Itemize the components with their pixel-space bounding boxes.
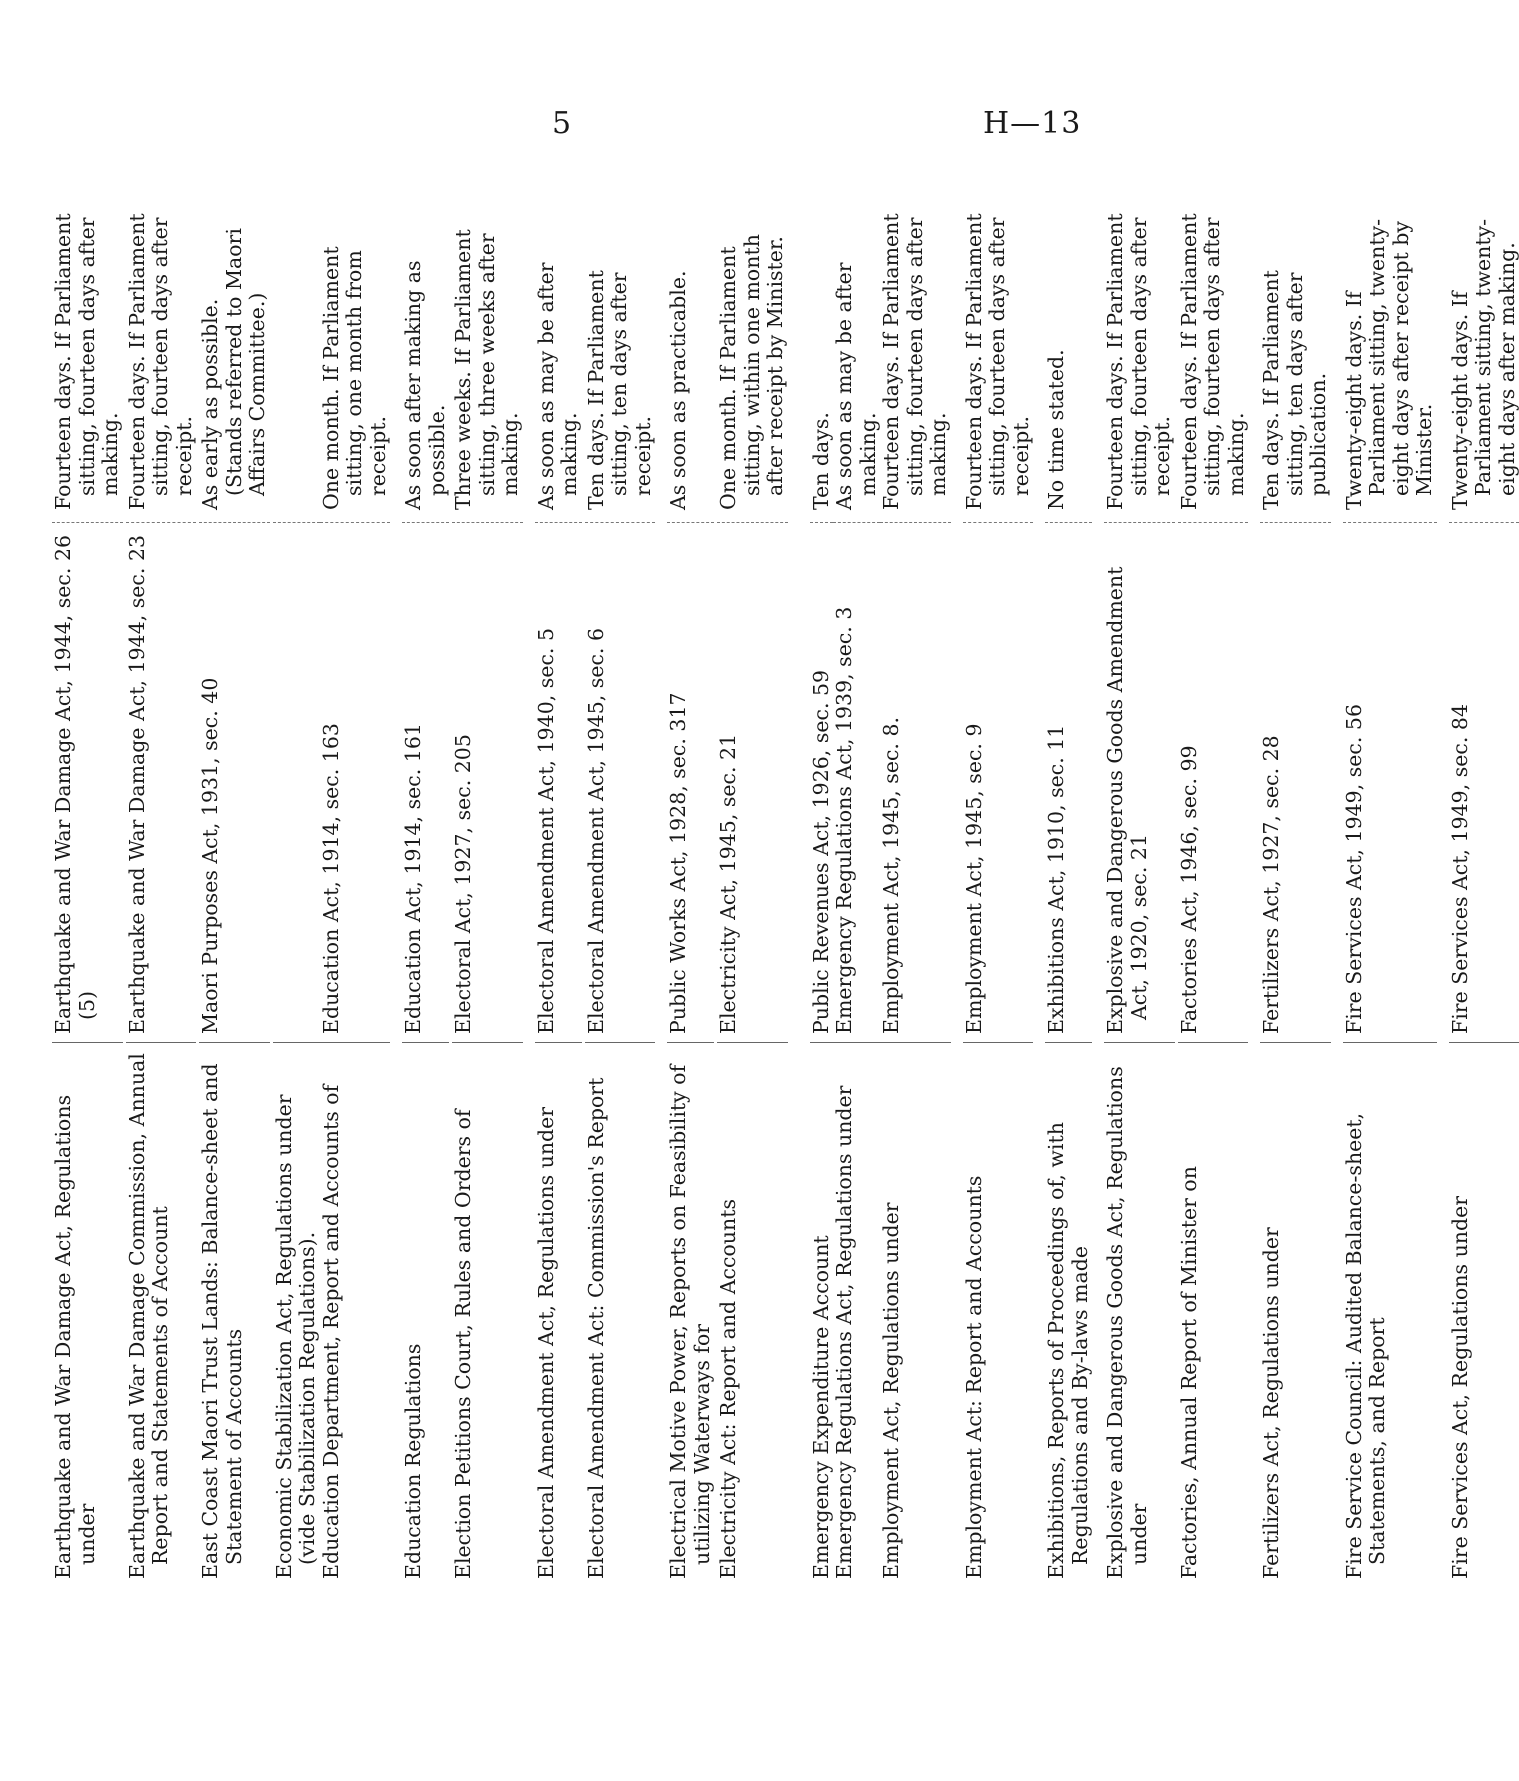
regulation-cell: Electoral Amendment Act, Regulations under bbox=[535, 1042, 582, 1587]
time-limit-cell: Twenty-eight days. If Parliament sitting, twenty-eight days after making. bbox=[1447, 218, 1519, 510]
time-limit-cell: Fourteen days. If Parliament sitting, fourteen days after making. bbox=[1176, 213, 1248, 510]
time-limit-cell: Fourteen days. If Parliament sitting, fourteen days after receipt. bbox=[124, 213, 196, 510]
time-limit-cell: Fourteen days. If Parliament sitting, fourteen days after making. bbox=[51, 213, 122, 510]
table-row bbox=[1178, 203, 1249, 1587]
regulation-cell: Explosive and Dangerous Goods Act, Regulations under bbox=[1104, 1042, 1175, 1587]
table-row bbox=[126, 203, 197, 1587]
regulation-cell: Electrical Motive Power, Reports on Feasibility of utilizing Waterways for bbox=[667, 1042, 714, 1587]
time-limit-cell bbox=[273, 203, 320, 522]
table-row bbox=[1449, 203, 1519, 1587]
regulation-cell: Emergency Expenditure Account bbox=[810, 1042, 834, 1587]
regulation-cell: Exhibitions, Reports of Proceedings of, with Regulations and By-laws made bbox=[1045, 1042, 1092, 1587]
authority-cell: Fertilizers Act, 1927, sec. 28 bbox=[1260, 522, 1331, 1042]
table-row bbox=[880, 203, 951, 1587]
table-row bbox=[273, 203, 320, 1587]
regulation-cell: Electoral Amendment Act: Commission's Report bbox=[585, 1042, 656, 1587]
regulation-cell: Education Regulations bbox=[402, 1042, 449, 1587]
table-row bbox=[1260, 203, 1331, 1587]
regulation-cell: Fire Service Council: Audited Balance-sheet, Statements, and Report bbox=[1343, 1042, 1437, 1587]
authority-cell: Maori Purposes Act, 1931, sec. 40 bbox=[199, 522, 270, 1042]
time-limit-cell: As soon as may be after making. bbox=[533, 262, 581, 510]
authority-cell: Employment Act, 1945, sec. 8. bbox=[880, 522, 951, 1042]
table-row bbox=[402, 203, 449, 1587]
time-limit-cell: Twenty-eight days. If Parliament sitting, twenty-eight days after receipt by Minister. bbox=[1341, 218, 1436, 510]
authority-cell: Factories Act, 1946, sec. 99 bbox=[1178, 522, 1249, 1042]
regulation-cell: Employment Act, Regulations under bbox=[880, 1042, 951, 1587]
page-number: 5 bbox=[552, 106, 572, 141]
table-row bbox=[320, 203, 391, 1587]
authority-cell: Education Act, 1914, sec. 163 bbox=[320, 522, 391, 1042]
table-row bbox=[199, 203, 270, 1587]
table-row bbox=[52, 203, 123, 1587]
regulations-table bbox=[51, 203, 1519, 1587]
regulation-cell: Election Petitions Court, Rules and Orders of bbox=[452, 1042, 523, 1587]
time-limit-cell: Fourteen days. If Parliament sitting, fourteen days after making. bbox=[879, 213, 950, 510]
table-row bbox=[535, 203, 582, 1587]
regulation-cell: Emergency Regulations Act, Regulations under bbox=[833, 1042, 880, 1587]
time-limit-cell: As early as possible. (Stands referred to Maori Affairs Committee.) bbox=[198, 228, 269, 510]
authority-cell: Education Act, 1914, sec. 161 bbox=[402, 522, 449, 1042]
table-row bbox=[452, 203, 523, 1587]
time-limit-cell: One month. If Parliament sitting, one month from receipt. bbox=[318, 246, 390, 510]
authority-cell: Electoral Amendment Act, 1945, sec. 6 bbox=[585, 522, 656, 1042]
regulation-cell: Education Department, Report and Accounts of bbox=[320, 1042, 391, 1587]
regulation-cell: Earthquake and War Damage Commission, Annual Report and Statements of Account bbox=[126, 1042, 197, 1587]
table-row bbox=[963, 203, 1034, 1587]
regulation-cell: Fertilizers Act, Regulations under bbox=[1260, 1042, 1331, 1587]
time-limit-cell: Ten days. If Parliament sitting, ten days after publication. bbox=[1259, 270, 1330, 510]
regulation-cell: Employment Act: Report and Accounts bbox=[963, 1042, 1034, 1587]
regulation-cell: Electricity Act: Report and Accounts bbox=[717, 1042, 788, 1587]
regulation-cell: Fire Services Act, Regulations under bbox=[1449, 1042, 1519, 1587]
time-limit-cell: Ten days. bbox=[808, 412, 833, 510]
authority-cell: Earthquake and War Damage Act, 1944, sec. 23 bbox=[126, 522, 197, 1042]
regulation-cell: East Coast Maori Trust Lands: Balance-sheet and Statement of Accounts bbox=[199, 1042, 270, 1587]
regulation-cell: Economic Stabilization Act, Regulations under (vide Stabilization Regulations). bbox=[273, 1042, 320, 1587]
table-row bbox=[1045, 203, 1092, 1587]
regulation-cell: Factories, Annual Report of Minister on bbox=[1178, 1042, 1249, 1587]
time-limit-cell: Fourteen days. If Parliament sitting, fourteen days after receipt. bbox=[1103, 213, 1174, 510]
table-row bbox=[1104, 203, 1175, 1587]
table-row bbox=[810, 203, 834, 1587]
authority-cell bbox=[273, 522, 320, 1042]
authority-cell: Fire Services Act, 1949, sec. 84 bbox=[1449, 522, 1519, 1042]
authority-cell: Electoral Amendment Act, 1940, sec. 5 bbox=[535, 522, 582, 1042]
authority-cell: Employment Act, 1945, sec. 9 bbox=[963, 522, 1034, 1042]
authority-cell: Emergency Regulations Act, 1939, sec. 3 bbox=[833, 522, 880, 1042]
authority-cell: Electoral Act, 1927, sec. 205 bbox=[452, 522, 523, 1042]
authority-cell: Public Works Act, 1928, sec. 317 bbox=[667, 522, 714, 1042]
authority-cell: Earthquake and War Damage Act, 1944, sec. 26 (5) bbox=[52, 522, 123, 1042]
authority-cell: Public Revenues Act, 1926, sec. 59 bbox=[810, 522, 834, 1042]
time-limit-cell: As soon as may be after making. bbox=[832, 262, 880, 510]
regulation-cell: Earthquake and War Damage Act, Regulations under bbox=[52, 1042, 123, 1587]
table-row bbox=[667, 203, 714, 1587]
authority-cell: Exhibitions Act, 1910, sec. 11 bbox=[1045, 522, 1092, 1042]
time-limit-cell: Three weeks. If Parliament sitting, three weeks after making. bbox=[451, 229, 522, 510]
authority-cell: Explosive and Dangerous Goods Amendment Act, 1920, sec. 21 bbox=[1104, 522, 1175, 1042]
time-limit-cell: As soon after making as possible. bbox=[401, 260, 449, 510]
table-row bbox=[833, 203, 880, 1587]
table-row bbox=[585, 203, 656, 1587]
table-row bbox=[1343, 203, 1437, 1587]
authority-cell: Electricity Act, 1945, sec. 21 bbox=[717, 522, 788, 1042]
table-row bbox=[717, 203, 788, 1587]
time-limit-cell: Ten days. If Parliament sitting, ten days after receipt. bbox=[583, 270, 655, 510]
time-limit-cell: Fourteen days. If Parliament sitting, fourteen days after receipt. bbox=[961, 213, 1033, 510]
time-limit-cell: One month. If Parliament sitting, within one month after receipt by Minister. bbox=[716, 234, 787, 510]
authority-cell: Fire Services Act, 1949, sec. 56 bbox=[1343, 522, 1437, 1042]
time-limit-cell: No time stated. bbox=[1044, 349, 1068, 510]
document-reference: H—13 bbox=[983, 106, 1082, 141]
time-limit-cell: As soon as practicable. bbox=[666, 270, 690, 510]
